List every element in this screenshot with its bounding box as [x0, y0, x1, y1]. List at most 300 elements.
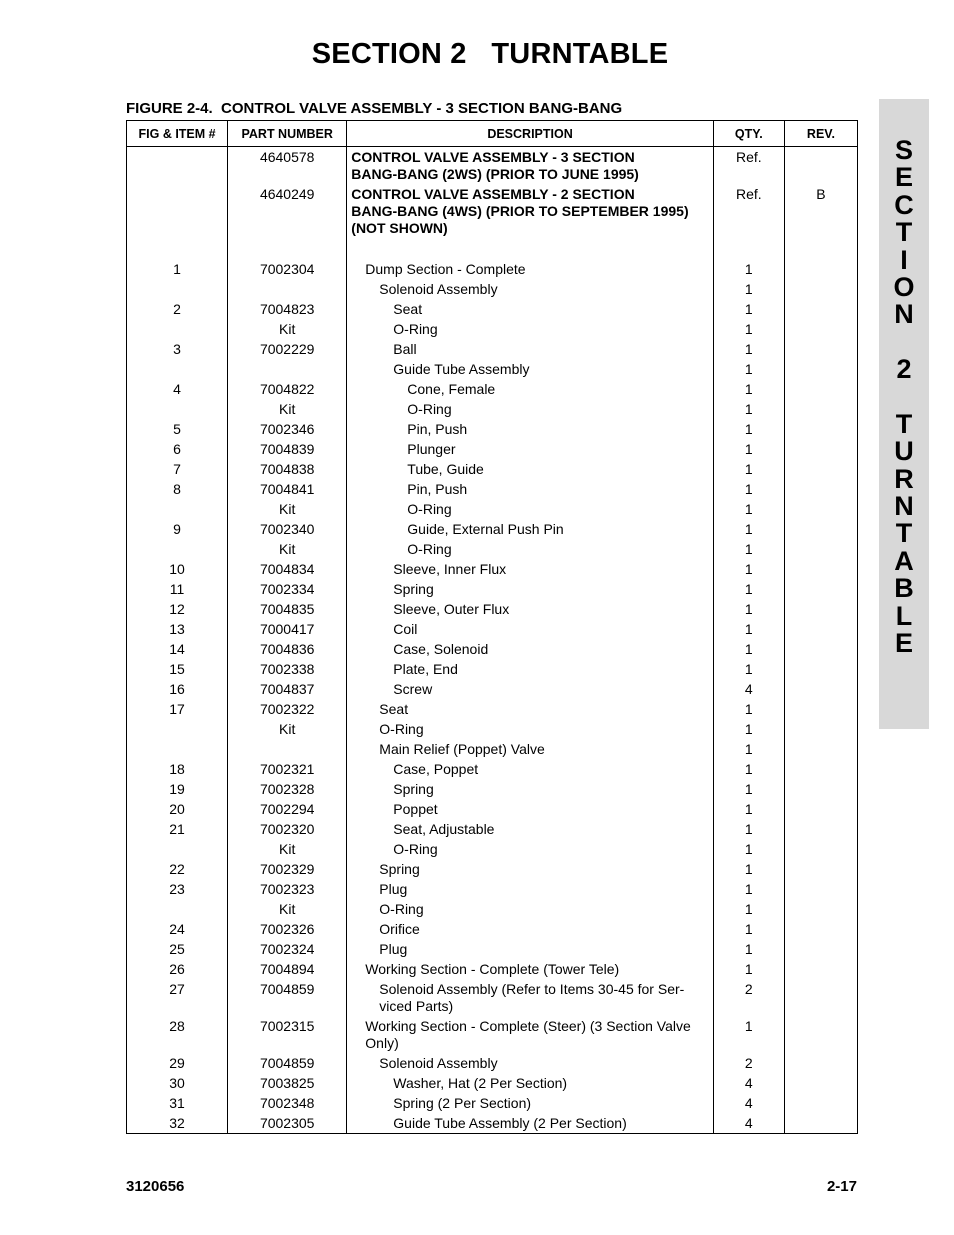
- qty-cell: 1: [713, 319, 784, 339]
- table-row: [127, 859, 858, 879]
- qty-cell: 1: [713, 719, 784, 739]
- qty-cell: 1: [713, 479, 784, 499]
- table-row: [127, 699, 858, 719]
- side-tab-letter: E: [894, 162, 913, 193]
- table-row: [127, 399, 858, 419]
- table-row: [127, 899, 858, 919]
- qty-cell: 4: [713, 1073, 784, 1093]
- part-number-cell: 7002334: [228, 579, 347, 599]
- rev-cell: [784, 459, 857, 479]
- fig-item-cell: [127, 719, 228, 739]
- fig-item-cell: [127, 839, 228, 859]
- table-row: [127, 499, 858, 519]
- part-number-cell: 7002338: [228, 659, 347, 679]
- fig-item-cell: 23: [127, 879, 228, 899]
- side-tab-letter: T: [895, 408, 913, 439]
- table-row: [127, 939, 858, 959]
- part-number-cell: 7004823: [228, 299, 347, 319]
- header-part-number: PART NUMBER: [228, 121, 347, 147]
- description-cell: O-Ring: [347, 539, 714, 559]
- rev-cell: [784, 759, 857, 779]
- qty-cell: 1: [713, 419, 784, 439]
- qty-cell: 1: [713, 659, 784, 679]
- qty-cell: 1: [713, 579, 784, 599]
- description-cell: O-Ring: [347, 319, 714, 339]
- qty-cell: 1: [713, 399, 784, 419]
- fig-item-cell: 5: [127, 419, 228, 439]
- table-row: [127, 259, 858, 279]
- spacer-cell: [713, 238, 784, 259]
- rev-cell: B: [784, 184, 857, 238]
- table-row: [127, 979, 858, 1016]
- part-number-cell: 7002324: [228, 939, 347, 959]
- qty-cell: 1: [713, 959, 784, 979]
- qty-cell: 1: [713, 379, 784, 399]
- rev-cell: [784, 359, 857, 379]
- fig-item-cell: [127, 539, 228, 559]
- qty-cell: 1: [713, 739, 784, 759]
- description-cell: Tube, Guide: [347, 459, 714, 479]
- part-number-cell: 7002323: [228, 879, 347, 899]
- qty-cell: 1: [713, 759, 784, 779]
- rev-cell: [784, 599, 857, 619]
- description-cell: CONTROL VALVE ASSEMBLY - 3 SECTION BANG-BANG (2WS) (PRIOR TO JUNE 1995): [347, 147, 714, 185]
- spacer-cell: [784, 238, 857, 259]
- side-tab-letter: R: [894, 463, 914, 494]
- fig-item-cell: 30: [127, 1073, 228, 1093]
- table-row: [127, 1053, 858, 1073]
- qty-cell: 1: [713, 539, 784, 559]
- description-cell: Case, Poppet: [347, 759, 714, 779]
- description-cell: O-Ring: [347, 899, 714, 919]
- fig-item-cell: 6: [127, 439, 228, 459]
- part-number-cell: 7004839: [228, 439, 347, 459]
- section-side-tab: [879, 99, 929, 729]
- side-tab-letters: [879, 137, 929, 657]
- table-row: [127, 359, 858, 379]
- part-number-cell: 7003825: [228, 1073, 347, 1093]
- fig-item-cell: [127, 739, 228, 759]
- fig-item-cell: [127, 499, 228, 519]
- fig-item-cell: [127, 279, 228, 299]
- description-cell: Guide, External Push Pin: [347, 519, 714, 539]
- header-fig: FIG & ITEM #: [127, 121, 228, 147]
- qty-cell: 1: [713, 859, 784, 879]
- side-tab-letter: N: [894, 491, 914, 522]
- table-row: [127, 719, 858, 739]
- fig-item-cell: 16: [127, 679, 228, 699]
- part-number-cell: 7002329: [228, 859, 347, 879]
- table-row: [127, 839, 858, 859]
- description-cell: Spring: [347, 779, 714, 799]
- fig-item-cell: 25: [127, 939, 228, 959]
- part-number-cell: 7004836: [228, 639, 347, 659]
- rev-cell: [784, 839, 857, 859]
- qty-cell: 1: [713, 519, 784, 539]
- side-tab-letter: [879, 329, 929, 356]
- rev-cell: [784, 419, 857, 439]
- part-number-cell: 7002340: [228, 519, 347, 539]
- page-title: SECTION 2 TURNTABLE: [311, 38, 669, 70]
- rev-cell: [784, 659, 857, 679]
- fig-item-cell: 20: [127, 799, 228, 819]
- rev-cell: [784, 519, 857, 539]
- rev-cell: [784, 539, 857, 559]
- part-number-cell: 7002322: [228, 699, 347, 719]
- rev-cell: [784, 779, 857, 799]
- description-cell: O-Ring: [347, 399, 714, 419]
- spacer-row: [127, 238, 858, 259]
- fig-item-cell: [127, 184, 228, 238]
- part-number-cell: 7004835: [228, 599, 347, 619]
- part-number-cell: 7002294: [228, 799, 347, 819]
- table-row: [127, 819, 858, 839]
- description-cell: Guide Tube Assembly: [347, 359, 714, 379]
- description-cell: Screw: [347, 679, 714, 699]
- description-cell: Pin, Push: [347, 419, 714, 439]
- qty-cell: 1: [713, 899, 784, 919]
- rev-cell: [784, 1053, 857, 1073]
- rev-cell: [784, 819, 857, 839]
- part-number-cell: 7000417: [228, 619, 347, 639]
- fig-item-cell: 12: [127, 599, 228, 619]
- description-cell: Pin, Push: [347, 479, 714, 499]
- qty-cell: 1: [713, 499, 784, 519]
- part-number-cell: 7004837: [228, 679, 347, 699]
- description-cell: Poppet: [347, 799, 714, 819]
- qty-cell: 1: [713, 1016, 784, 1053]
- table-row: [127, 879, 858, 899]
- part-number-cell: 4640249: [228, 184, 347, 238]
- qty-cell: 1: [713, 879, 784, 899]
- table-row: [127, 759, 858, 779]
- rev-cell: [784, 879, 857, 899]
- fig-item-cell: 7: [127, 459, 228, 479]
- fig-item-cell: 3: [127, 339, 228, 359]
- fig-item-cell: 9: [127, 519, 228, 539]
- fig-item-cell: 13: [127, 619, 228, 639]
- description-cell: Orifice: [347, 919, 714, 939]
- table-row: [127, 559, 858, 579]
- table-row: [127, 679, 858, 699]
- rev-cell: [784, 739, 857, 759]
- spacer-cell: [127, 238, 228, 259]
- fig-item-cell: 24: [127, 919, 228, 939]
- table-row: [127, 319, 858, 339]
- side-tab-letter: E: [894, 628, 913, 659]
- table-row: [127, 439, 858, 459]
- description-cell: Solenoid Assembly: [347, 1053, 714, 1073]
- rev-cell: [784, 379, 857, 399]
- rev-cell: [784, 1016, 857, 1053]
- assembly-row: [127, 147, 858, 185]
- qty-cell: 1: [713, 699, 784, 719]
- part-number-cell: 7004834: [228, 559, 347, 579]
- fig-item-cell: 22: [127, 859, 228, 879]
- rev-cell: [784, 479, 857, 499]
- part-number-cell: 7002326: [228, 919, 347, 939]
- fig-item-cell: 15: [127, 659, 228, 679]
- rev-cell: [784, 1073, 857, 1093]
- qty-cell: 1: [713, 619, 784, 639]
- table-header-row: [127, 121, 858, 147]
- rev-cell: [784, 439, 857, 459]
- table-row: [127, 519, 858, 539]
- rev-cell: [784, 1113, 857, 1134]
- qty-cell: 1: [713, 639, 784, 659]
- fig-item-cell: [127, 399, 228, 419]
- part-number-cell: Kit: [228, 899, 347, 919]
- side-tab-letter: T: [895, 518, 913, 549]
- fig-item-cell: 31: [127, 1093, 228, 1113]
- part-number-cell: 4640578: [228, 147, 347, 185]
- description-cell: Solenoid Assembly: [347, 279, 714, 299]
- rev-cell: [784, 259, 857, 279]
- qty-cell: 1: [713, 459, 784, 479]
- rev-cell: [784, 699, 857, 719]
- fig-item-cell: 10: [127, 559, 228, 579]
- part-number-cell: 7002348: [228, 1093, 347, 1113]
- description-cell: Plunger: [347, 439, 714, 459]
- part-number-cell: 7002320: [228, 819, 347, 839]
- part-number-cell: Kit: [228, 539, 347, 559]
- fig-item-cell: 18: [127, 759, 228, 779]
- table-row: [127, 419, 858, 439]
- description-cell: Cone, Female: [347, 379, 714, 399]
- header-qty: QTY.: [713, 121, 784, 147]
- fig-item-cell: 29: [127, 1053, 228, 1073]
- table-row: [127, 779, 858, 799]
- table-row: [127, 739, 858, 759]
- fig-item-cell: 4: [127, 379, 228, 399]
- side-tab-letter: U: [894, 436, 914, 467]
- part-number-cell: 7004822: [228, 379, 347, 399]
- description-cell: CONTROL VALVE ASSEMBLY - 2 SECTION BANG-BANG (4WS) (PRIOR TO SEPTEMBER 1995) (NOT SHOWN): [347, 184, 714, 238]
- document-number: 3120656: [126, 1178, 185, 1195]
- fig-item-cell: 19: [127, 779, 228, 799]
- fig-item-cell: [127, 359, 228, 379]
- spacer-cell: [228, 238, 347, 259]
- rev-cell: [784, 319, 857, 339]
- qty-cell: 1: [713, 819, 784, 839]
- fig-item-cell: 1: [127, 259, 228, 279]
- rev-cell: [784, 399, 857, 419]
- fig-item-cell: 17: [127, 699, 228, 719]
- table-row: [127, 1073, 858, 1093]
- description-cell: Spring (2 Per Section): [347, 1093, 714, 1113]
- qty-cell: 2: [713, 979, 784, 1016]
- table-row: [127, 639, 858, 659]
- part-number-cell: [228, 739, 347, 759]
- description-cell: Solenoid Assembly (Refer to Items 30-45 for Ser- viced Parts): [347, 979, 714, 1016]
- qty-cell: 1: [713, 439, 784, 459]
- description-cell: Dump Section - Complete: [347, 259, 714, 279]
- description-cell: Plug: [347, 939, 714, 959]
- qty-cell: 1: [713, 799, 784, 819]
- description-cell: Guide Tube Assembly (2 Per Section): [347, 1113, 714, 1134]
- table-row: [127, 1016, 858, 1053]
- table-row: [127, 279, 858, 299]
- fig-item-cell: [127, 899, 228, 919]
- part-number-cell: 7002305: [228, 1113, 347, 1134]
- rev-cell: [784, 147, 857, 185]
- header-rev: REV.: [784, 121, 857, 147]
- part-number-cell: 7004894: [228, 959, 347, 979]
- table-row: [127, 799, 858, 819]
- parts-table-body: [127, 147, 858, 1134]
- description-cell: Seat, Adjustable: [347, 819, 714, 839]
- qty-cell: 1: [713, 559, 784, 579]
- description-cell: Plate, End: [347, 659, 714, 679]
- fig-item-cell: 21: [127, 819, 228, 839]
- rev-cell: [784, 299, 857, 319]
- fig-item-cell: 14: [127, 639, 228, 659]
- side-tab-letter: 2: [896, 354, 912, 385]
- header-description: DESCRIPTION: [347, 121, 714, 147]
- side-tab-letter: [879, 384, 929, 411]
- description-cell: Seat: [347, 299, 714, 319]
- part-number-cell: [228, 359, 347, 379]
- table-row: [127, 659, 858, 679]
- rev-cell: [784, 939, 857, 959]
- table-row: [127, 379, 858, 399]
- qty-cell: 1: [713, 299, 784, 319]
- table-row: [127, 959, 858, 979]
- rev-cell: [784, 579, 857, 599]
- rev-cell: [784, 499, 857, 519]
- spacer-cell: [347, 238, 714, 259]
- description-cell: Spring: [347, 859, 714, 879]
- qty-cell: 4: [713, 1093, 784, 1113]
- rev-cell: [784, 979, 857, 1016]
- fig-item-cell: 28: [127, 1016, 228, 1053]
- side-tab-letter: A: [894, 545, 914, 576]
- table-row: [127, 599, 858, 619]
- side-tab-letter: I: [900, 244, 908, 275]
- side-tab-letter: T: [895, 217, 913, 248]
- table-row: [127, 339, 858, 359]
- fig-item-cell: 27: [127, 979, 228, 1016]
- part-number-cell: 7004841: [228, 479, 347, 499]
- part-number-cell: 7002229: [228, 339, 347, 359]
- rev-cell: [784, 279, 857, 299]
- table-row: [127, 459, 858, 479]
- rev-cell: [784, 919, 857, 939]
- table-row: [127, 919, 858, 939]
- qty-cell: 1: [713, 599, 784, 619]
- part-number-cell: Kit: [228, 319, 347, 339]
- side-tab-letter: L: [895, 600, 913, 631]
- qty-cell: Ref.: [713, 184, 784, 238]
- assembly-row: [127, 184, 858, 238]
- part-number-cell: 7002346: [228, 419, 347, 439]
- description-cell: Sleeve, Outer Flux: [347, 599, 714, 619]
- description-cell: O-Ring: [347, 839, 714, 859]
- fig-item-cell: 8: [127, 479, 228, 499]
- side-tab-letter: B: [894, 573, 914, 604]
- fig-item-cell: 32: [127, 1113, 228, 1134]
- qty-cell: 1: [713, 779, 784, 799]
- table-row: [127, 619, 858, 639]
- table-row: [127, 479, 858, 499]
- fig-item-cell: 11: [127, 579, 228, 599]
- part-number-cell: 7002328: [228, 779, 347, 799]
- part-number-cell: 7002315: [228, 1016, 347, 1053]
- parts-table: [126, 120, 858, 1134]
- rev-cell: [784, 899, 857, 919]
- table-row: [127, 1093, 858, 1113]
- part-number-cell: 7002304: [228, 259, 347, 279]
- description-cell: Sleeve, Inner Flux: [347, 559, 714, 579]
- description-cell: Washer, Hat (2 Per Section): [347, 1073, 714, 1093]
- table-row: [127, 539, 858, 559]
- side-tab-letter: S: [894, 135, 913, 165]
- rev-cell: [784, 719, 857, 739]
- description-cell: Plug: [347, 879, 714, 899]
- description-cell: O-Ring: [347, 499, 714, 519]
- qty-cell: 1: [713, 839, 784, 859]
- qty-cell: 1: [713, 259, 784, 279]
- description-cell: Working Section - Complete (Tower Tele): [347, 959, 714, 979]
- description-cell: Case, Solenoid: [347, 639, 714, 659]
- part-number-cell: [228, 279, 347, 299]
- part-number-cell: Kit: [228, 499, 347, 519]
- rev-cell: [784, 339, 857, 359]
- rev-cell: [784, 639, 857, 659]
- description-cell: Seat: [347, 699, 714, 719]
- part-number-cell: Kit: [228, 719, 347, 739]
- part-number-cell: Kit: [228, 839, 347, 859]
- table-row: [127, 299, 858, 319]
- figure-title: FIGURE 2-4. CONTROL VALVE ASSEMBLY - 3 SECTION BANG-BANG: [126, 100, 623, 117]
- fig-item-cell: [127, 319, 228, 339]
- qty-cell: 2: [713, 1053, 784, 1073]
- part-number-cell: 7004859: [228, 1053, 347, 1073]
- description-cell: Spring: [347, 579, 714, 599]
- description-cell: Coil: [347, 619, 714, 639]
- qty-cell: 1: [713, 939, 784, 959]
- table-row: [127, 579, 858, 599]
- part-number-cell: Kit: [228, 399, 347, 419]
- side-tab-letter: N: [894, 299, 914, 330]
- qty-cell: 1: [713, 359, 784, 379]
- side-tab-letter: O: [893, 271, 915, 302]
- rev-cell: [784, 859, 857, 879]
- fig-item-cell: 2: [127, 299, 228, 319]
- qty-cell: 1: [713, 279, 784, 299]
- qty-cell: 4: [713, 679, 784, 699]
- qty-cell: 4: [713, 1113, 784, 1134]
- fig-item-cell: 26: [127, 959, 228, 979]
- qty-cell: 1: [713, 339, 784, 359]
- description-cell: Ball: [347, 339, 714, 359]
- part-number-cell: 7002321: [228, 759, 347, 779]
- qty-cell: Ref.: [713, 147, 784, 185]
- description-cell: Main Relief (Poppet) Valve: [347, 739, 714, 759]
- rev-cell: [784, 679, 857, 699]
- description-cell: Working Section - Complete (Steer) (3 Section Valve Only): [347, 1016, 714, 1053]
- rev-cell: [784, 959, 857, 979]
- part-number-cell: 7004859: [228, 979, 347, 1016]
- part-number-cell: 7004838: [228, 459, 347, 479]
- rev-cell: [784, 559, 857, 579]
- side-tab-letter: C: [894, 189, 914, 220]
- rev-cell: [784, 799, 857, 819]
- description-cell: O-Ring: [347, 719, 714, 739]
- page-number: 2-17: [826, 1178, 857, 1195]
- fig-item-cell: [127, 147, 228, 185]
- table-row: [127, 1113, 858, 1134]
